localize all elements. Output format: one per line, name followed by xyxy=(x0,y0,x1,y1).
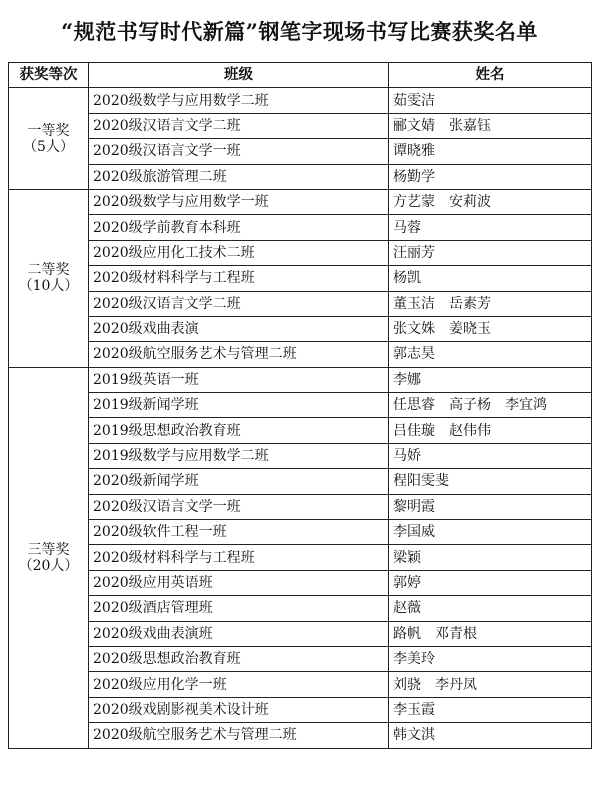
student-name: 李宜鸿 xyxy=(505,397,547,414)
award-level-name: 二等奖 xyxy=(27,262,70,279)
class-name-cell: 2020级学前教育本科班 xyxy=(89,215,389,240)
student-names-cell xyxy=(389,723,592,748)
student-names-cell xyxy=(389,621,592,646)
student-name: 郭志昊 xyxy=(393,346,435,363)
student-name: 方艺蒙 xyxy=(393,194,435,211)
student-name: 刘骁 xyxy=(393,676,421,693)
award-level-name: 三等奖 xyxy=(27,541,70,558)
student-name: 张嘉钰 xyxy=(449,117,491,134)
class-name-cell: 2020级航空服务艺术与管理二班 xyxy=(89,723,389,748)
student-names-cell xyxy=(389,266,592,291)
student-names-cell xyxy=(389,88,592,113)
table-row xyxy=(9,266,592,291)
student-names-cell xyxy=(389,342,592,367)
class-name-cell: 2020级戏剧影视美术设计班 xyxy=(89,697,389,722)
student-names-cell xyxy=(389,545,592,570)
award-level-cell xyxy=(9,88,89,190)
table-row xyxy=(9,316,592,341)
table-row xyxy=(9,215,592,240)
table-row xyxy=(9,697,592,722)
table-row xyxy=(9,621,592,646)
award-list-table xyxy=(8,62,592,749)
award-level-count: （5人） xyxy=(23,138,74,155)
table-row xyxy=(9,570,592,595)
student-names-cell xyxy=(389,418,592,443)
student-name: 董玉洁 xyxy=(393,295,435,312)
header-level: 获奖等次 xyxy=(9,63,89,88)
table-row xyxy=(9,723,592,748)
student-names-cell xyxy=(389,596,592,621)
table-row xyxy=(9,443,592,468)
table-row xyxy=(9,545,592,570)
student-names-cell xyxy=(389,570,592,595)
student-name: 郦文婧 xyxy=(393,117,435,134)
award-level-count: （20人） xyxy=(18,557,79,574)
student-name: 赵伟伟 xyxy=(449,422,491,439)
student-names-cell xyxy=(389,164,592,189)
table-row xyxy=(9,189,592,214)
student-name: 赵薇 xyxy=(393,600,421,617)
class-name-cell: 2020级酒店管理班 xyxy=(89,596,389,621)
award-level-count: （10人） xyxy=(18,278,79,295)
table-row xyxy=(9,520,592,545)
student-names-cell xyxy=(389,393,592,418)
student-name: 程阳雯斐 xyxy=(393,473,449,490)
table-row xyxy=(9,342,592,367)
student-name: 韩文淇 xyxy=(393,727,435,744)
student-name: 马娇 xyxy=(393,448,421,465)
student-name: 高子杨 xyxy=(449,397,491,414)
award-level-cell xyxy=(9,189,89,367)
class-name-cell: 2020级数学与应用数学二班 xyxy=(89,88,389,113)
student-name: 李娜 xyxy=(393,371,421,388)
class-name-cell: 2020级汉语言文学二班 xyxy=(89,113,389,138)
student-names-cell xyxy=(389,469,592,494)
student-name: 吕佳璇 xyxy=(393,422,435,439)
student-name: 李丹凤 xyxy=(435,676,477,693)
student-names-cell xyxy=(389,494,592,519)
student-name: 李国威 xyxy=(393,524,435,541)
class-name-cell: 2019级英语一班 xyxy=(89,367,389,392)
student-name: 汪丽芳 xyxy=(393,244,435,261)
student-name: 郭婷 xyxy=(393,575,421,591)
class-name-cell: 2020级汉语言文学二班 xyxy=(89,291,389,316)
document-title: “规范书写时代新篇”钢笔字现场书写比赛获奖名单 xyxy=(61,19,538,44)
student-names-cell xyxy=(389,215,592,240)
class-name-cell: 2020级材料科学与工程班 xyxy=(89,545,389,570)
student-name: 姜晓玉 xyxy=(449,321,491,338)
class-name-cell: 2020级旅游管理二班 xyxy=(89,164,389,189)
student-names-cell xyxy=(389,189,592,214)
table-row xyxy=(9,469,592,494)
student-name: 安莉波 xyxy=(449,194,491,211)
student-names-cell xyxy=(389,646,592,671)
student-names-cell xyxy=(389,672,592,697)
student-names-cell xyxy=(389,291,592,316)
class-name-cell: 2019级思想政治教育班 xyxy=(89,418,389,443)
award-level-cell xyxy=(9,367,89,748)
class-name-cell: 2020级软件工程一班 xyxy=(89,520,389,545)
student-name: 梁颖 xyxy=(393,549,421,566)
student-name: 杨勤学 xyxy=(393,168,435,185)
student-names-cell xyxy=(389,316,592,341)
student-names-cell xyxy=(389,367,592,392)
class-name-cell: 2020级汉语言文学一班 xyxy=(89,494,389,519)
student-name: 茹雯洁 xyxy=(393,92,435,109)
student-name: 黎明霞 xyxy=(393,498,435,515)
table-row xyxy=(9,646,592,671)
table-row xyxy=(9,240,592,265)
class-name-cell: 2020级应用化学一班 xyxy=(89,672,389,697)
table-body xyxy=(9,88,592,748)
student-name: 岳素芳 xyxy=(449,295,491,312)
class-name-cell: 2020级应用化工技术二班 xyxy=(89,240,389,265)
table-header-row xyxy=(9,63,592,88)
class-name-cell: 2020级戏曲表演 xyxy=(89,316,389,341)
class-name-cell: 2020级思想政治教育班 xyxy=(89,646,389,671)
table-row xyxy=(9,418,592,443)
class-name-cell: 2020级戏曲表演班 xyxy=(89,621,389,646)
class-name-cell: 2019级数学与应用数学二班 xyxy=(89,443,389,468)
student-names-cell xyxy=(389,520,592,545)
class-name-cell: 2020级新闻学班 xyxy=(89,469,389,494)
class-name-cell: 2020级材料科学与工程班 xyxy=(89,266,389,291)
student-names-cell xyxy=(389,443,592,468)
table-row xyxy=(9,291,592,316)
student-name: 李美玲 xyxy=(393,651,435,668)
table-row xyxy=(9,113,592,138)
class-name-cell: 2020级汉语言文学一班 xyxy=(89,139,389,164)
student-names-cell xyxy=(389,139,592,164)
table-row xyxy=(9,672,592,697)
header-class: 班级 xyxy=(89,63,389,88)
student-names-cell xyxy=(389,697,592,722)
table-row xyxy=(9,367,592,392)
student-name: 邓青根 xyxy=(435,625,477,642)
class-name-cell: 2020级应用英语班 xyxy=(89,570,389,595)
header-names: 姓名 xyxy=(389,63,592,88)
table-row xyxy=(9,596,592,621)
class-name-cell: 2020级航空服务艺术与管理二班 xyxy=(89,342,389,367)
table-row xyxy=(9,393,592,418)
class-name-cell: 2019级新闻学班 xyxy=(89,393,389,418)
student-name: 杨凯 xyxy=(393,270,421,287)
table-row xyxy=(9,494,592,519)
table-row xyxy=(9,139,592,164)
class-name-cell: 2020级数学与应用数学一班 xyxy=(89,189,389,214)
student-name: 任思睿 xyxy=(393,397,435,414)
award-level-name: 一等奖 xyxy=(27,122,70,139)
student-name: 马蓉 xyxy=(393,219,421,236)
table-row xyxy=(9,164,592,189)
student-name: 李玉霞 xyxy=(393,701,435,718)
student-names-cell xyxy=(389,113,592,138)
student-name: 路帆 xyxy=(393,625,421,642)
student-name: 张文姝 xyxy=(393,321,435,338)
table-row xyxy=(9,88,592,113)
student-names-cell xyxy=(389,240,592,265)
student-name: 谭晓雅 xyxy=(393,143,435,160)
